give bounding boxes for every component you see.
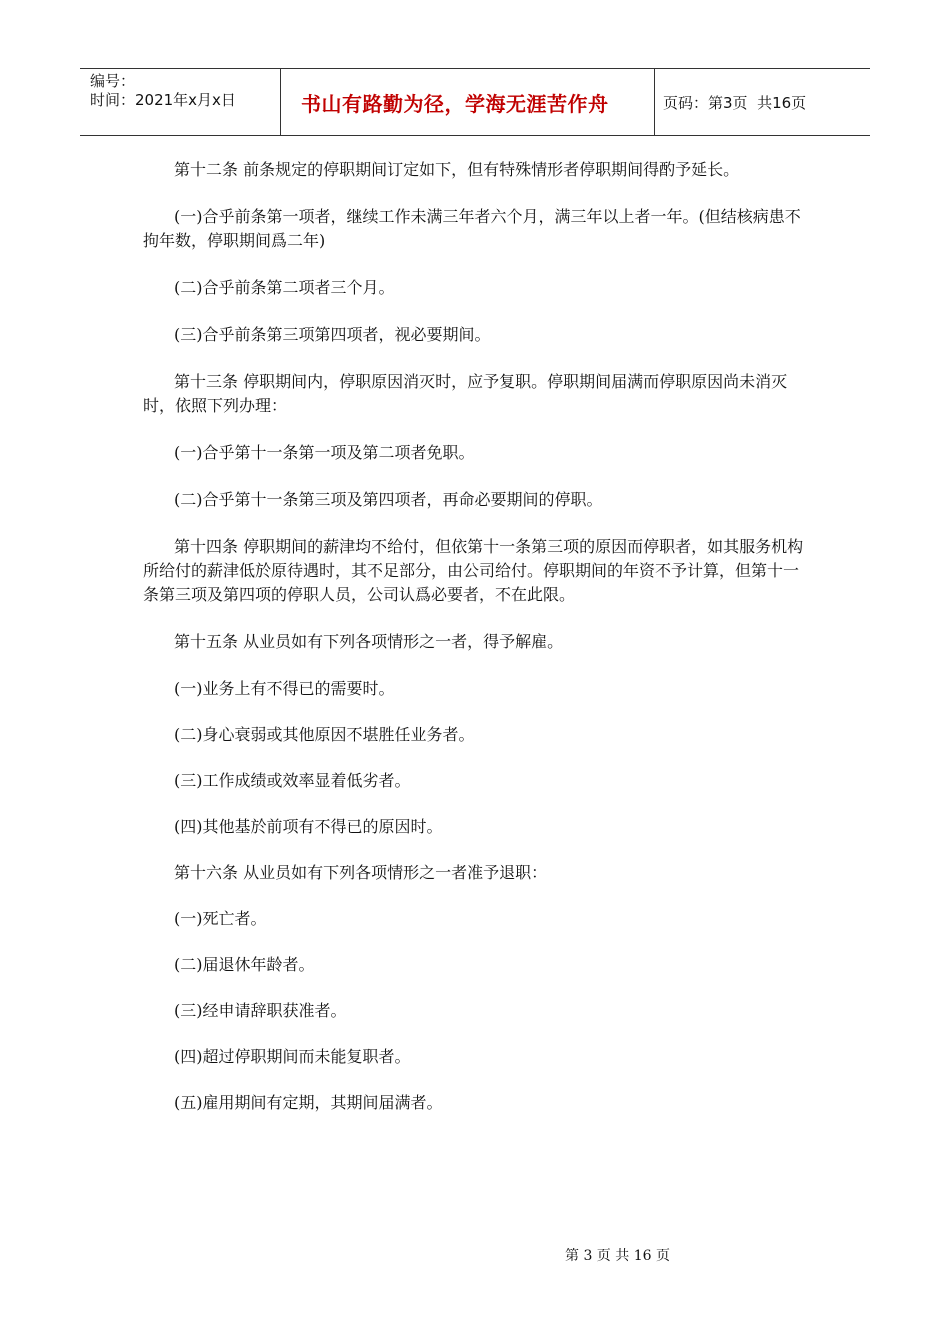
article-16-item-2: (二)届退休年龄者。 (174, 955, 315, 974)
article-15: 第十五条 从业员如有下列各项情形之一者，得予解雇。 (174, 632, 564, 651)
article-12-item-3: (三)合乎前条第三项第四项者，视必要期间。 (174, 325, 491, 344)
page-footer: 第 3 页 共 16 页 (565, 1248, 670, 1264)
header-page-info (655, 69, 870, 135)
article-13-item-2: (二)合乎第十一条第三项及第四项者，再命必要期间的停职。 (174, 490, 603, 509)
article-13: 第十三条 停职期间内，停职原因消灭时，应予复职。停职期间届满而停职原因尚未消灭时，依照下列办理： (143, 372, 788, 415)
page-label: 页码：第3页 共16页 (663, 93, 807, 112)
motto-text: 书山有路勤为径，学海无涯苦作舟 (301, 91, 609, 116)
article-16-item-3: (三)经申请辞职获准者。 (174, 1001, 347, 1020)
article-15-item-2: (二)身心衰弱或其他原因不堪胜任业务者。 (174, 725, 475, 744)
document-header (80, 68, 870, 136)
article-16-item-1: (一)死亡者。 (174, 909, 267, 928)
date-label: 时间：2021年x月x日 (90, 91, 236, 109)
article-16: 第十六条 从业员如有下列各项情形之一者准予退职： (174, 863, 548, 882)
article-12-item-2: (二)合乎前条第二项者三个月。 (174, 278, 395, 297)
article-15-item-1: (一)业务上有不得已的需要时。 (174, 679, 395, 698)
header-motto (281, 69, 655, 135)
document-body (143, 158, 808, 1137)
article-12: 第十二条 前条规定的停职期间订定如下，但有特殊情形者停职期间得酌予延长。 (174, 160, 740, 179)
article-14: 第十四条 停职期间的薪津均不给付，但依第十一条第三项的原因而停职者，如其服务机构所给付的薪津低於原待遇时，其不足部分，由公司给付。停职期间的年资不予计算，但第十一条第三项及第四项的停职人员，公司认爲必要者，不在此限。 (143, 537, 804, 604)
article-15-item-3: (三)工作成绩或效率显着低劣者。 (174, 771, 411, 790)
number-label: 编号： (90, 72, 136, 90)
article-15-item-4: (四)其他基於前项有不得已的原因时。 (174, 817, 443, 836)
article-16-item-5: (五)雇用期间有定期，其期间届满者。 (174, 1093, 443, 1112)
article-13-item-1: (一)合乎第十一条第一项及第二项者免职。 (174, 443, 475, 462)
header-meta (80, 69, 281, 135)
article-16-item-4: (四)超过停职期间而未能复职者。 (174, 1047, 411, 1066)
article-12-item-1: (一)合乎前条第一项者，继续工作未满三年者六个月，满三年以上者一年。(但结核病患不拘年数，停职期间爲二年) (143, 207, 801, 250)
